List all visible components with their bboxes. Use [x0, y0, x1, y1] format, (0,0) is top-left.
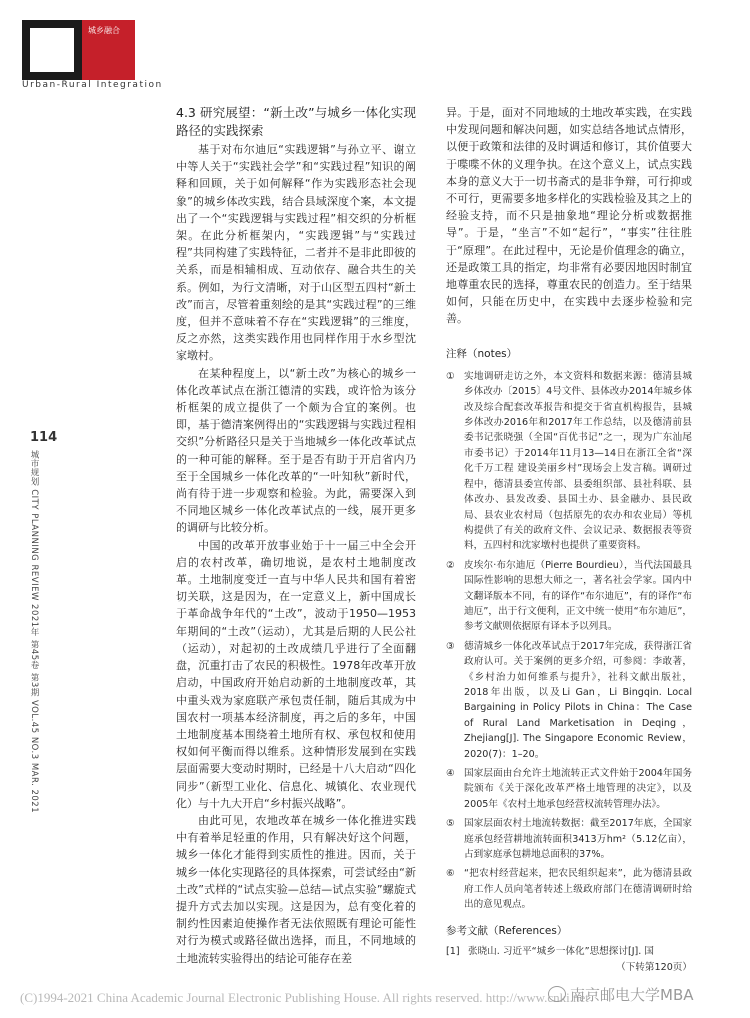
note-item: ③ 德清城乡一体化改革试点于2017年完成，获得浙江省政府认可。关于案例的更多介绍，可参阅：李敢著，《乡村治力如何维系与提升》，社科文献出版社，2018年出版，以及Li Gan，Li Bingqin. Local Bargaining in Policy Pilots in China：The Case of Rural Land Marketisation in Deqing，Zhejiang[J]. The Singapore Economic Review，2020(7)：1–20。 — [446, 640, 692, 760]
note-item: ① 实地调研走访之外，本文资料和数据来源：德清县城乡体改办〔2015〕4号文件、县体改办2014年城乡体改及综合配套改革报告和提交于省直机构报告，县城乡体改办2016年和2017年工作总结，以及德清前县委书记张晓强（全国“百优书记”之一，现为广东汕尾市委书记）于2014年11月13—14日在浙江全省“深化千万工程 建设美丽乡村”现场会上发言稿。调研过程中，德清县委宣传部、县委组织部、县社科联、县体改办、县发改委、县国土办、县金融办、县民政局、县农业农村局（包括原先的农办和农业局）等机构提供了有关的政府文件、会议记录、数据报表等资料，五四村和沈家墩村也提供了重要资料。 — [446, 370, 692, 552]
journal-info: 城市规划 CITY PLANNING REVIEW 2021年 第45卷 第3期 VOL.45 NO.3 MAR. 2021 — [29, 450, 39, 814]
logo-badge: 城乡融合 — [82, 20, 135, 80]
note-item: ⑥ “把农村经营起来，把农民组织起来”，此为德清县政府工作人员向笔者转述上级政府部门在德清调研时给出的意见观点。 — [446, 868, 692, 911]
reference-item: [1] 张晓山. 习近平“城乡一体化”思想探讨[J]. 国 — [446, 945, 654, 957]
references-heading: 参考文献（References） — [446, 924, 568, 937]
watermark: 南京邮电大学MBA — [548, 984, 694, 1005]
page-number: 114 — [30, 430, 58, 445]
wechat-icon — [548, 986, 566, 1002]
note-item: ② 皮埃尔·布尔迪厄（Pierre Bourdieu），当代法国最具国际性影响的思想大师之一，著名社会学家。国内中文翻译版本不同，有的译作“布尔迪厄”，有的译作“布迪厄”，出于行文便利，正文中统一使用“布尔迪厄”，参考文献则依据原有译本予以列具。 — [446, 559, 692, 633]
right-column — [446, 104, 692, 976]
paragraph: 中国的改革开放事业始于十一届三中全会开启的农村改革，确切地说，是农村土地制度改革。土地制度变迁一直与中华人民共和国有着密切关联，这是因为，在一定意义上，新中国成长于革命战争年代的“土改”，波动于1950—1953年期间的“土改”（运动），尤其是后期的人民公社（运动），对起初的土改成绩几乎进行了全面翻盘，沉重打击了农民的积极性。1978年改革开放启动，中国政府开始启动新的土地制度改革，其中重头戏为家庭联产承包责任制，随后其成为中国农村一项基本经济制度，再之后的多年，中国土地制度基本围绕着土地所有权、承包权和使用权如何平衡而得以维系。这种情形发展到在实践层面需要大变动时期时，已经是十八大启动“四化同步”（新型工业化、信息化、城镇化、农业现代化）与十九大开启“乡村振兴战略”。 — [176, 538, 416, 810]
paragraph: 基于对布尔迪厄“实践逻辑”与孙立平、谢立中等人关于“实践社会学”和“实践过程”知识的阐释和回顾，关于如何解释“作为实践形态社会现象”的城乡体改实践，结合县域深度个案，本文提出了一个“实践逻辑与实践过程”相交织的分析框架。在此分析框架内，“实践逻辑”与“实践过程”共同构建了实践特征，二者并不是非此即彼的关系，而是相辅相成、互动依存、融合共生的关系。例如，为行文清晰，对于山区型五四村“新土改”而言，尽管着重刻绘的是其“实践过程”的三维度，但并不意味着不存在“实践逻辑”的三维度，反之亦然，这类实践作用也同样作用于水乡型沈家墩村。 — [176, 143, 416, 363]
journal-logo — [22, 20, 82, 80]
note-item: ④ 国家层面由台允许土地流转正式文件始于2004年国务院颁布《关于深化改革严格土地管理的决定》，以及2005年《农村土地承包经营权流转管理办法》。 — [446, 768, 692, 810]
copyright-footer: (C)1994-2021 China Academic Journal Electronic Publishing House. All rights reserved. http://www.cnki.net — [20, 990, 589, 1005]
brand-text: Urban-Rural Integration — [22, 80, 163, 90]
note-item: ⑤ 国家层面农村土地流转数据：截至2017年底，全国家庭承包经营耕地流转面积3413万hm²（5.12亿亩），占到家庭承包耕地总面积的37%。 — [446, 818, 692, 861]
paragraph: 异。于是，面对不同地域的土地改革实践，在实践中发现问题和解决问题，如实总结各地试点情形，以便于政策和法律的及时调适和修订，其价值要大于喋喋不休的义理争执。在这个意义上，试点实践本身的意义大于一切书斋式的是非争辩，可行抑或不可行，更需要多地多样化的实践检验及其之上的经验支持，而不只是抽象地“理论分析或数据推导”。于是，“坐言”不如“起行”，“事实”往往胜于“原理”。在此过程中，无论是价值理念的确立，还是政策工具的指定，均非常有必要因地因时制宜地尊重农民的选择，尊重农民的创造力。至于结果如何，只能在历史中，在实践中去逐步检验和完善。 — [446, 106, 692, 326]
left-column — [176, 104, 416, 967]
continued-note: （下转第120页） — [616, 962, 692, 974]
section-title: 4.3 研究展望：“新土改”与城乡一体化实现路径的实践探索 — [176, 105, 416, 138]
notes-heading: 注释（notes） — [446, 347, 518, 360]
paragraph: 由此可见，农地改革在城乡一体化推进实践中有着举足轻重的作用，只有解决好这个问题，城乡一体化才能得到实质性的推进。因而，关于城乡一体化实现路径的具体探索，可尝试经由“新土改”式样的“试点实验—总结—试点实验”螺旋式提升方式去加以实现。这是因为，总有变化着的制约性因素迫使操作者无法依照既有理论可能性对行为模式或路径做出选择，而且，不同地域的土地流转实验得出的结论可能存在差 — [176, 813, 416, 965]
paragraph: 在某种程度上，以“新土改”为核心的城乡一体化改革试点在浙江德清的实践，或许恰为该分析框架的成立提供了一个颇为合宜的案例。也即，基于德清案例得出的“实践逻辑与实践过程相交织”分析路径只是关于当地城乡一体化改革试点的一种可能的解释。至于是否有助于开启省内乃至于全国城乡一体化改革的“一叶知秋”新时代，尚有待于进一步观察和检验。为此，需要深入到不同地区城乡一体化改革试点的一线，展开更多的调研与比较分析。 — [176, 366, 416, 535]
